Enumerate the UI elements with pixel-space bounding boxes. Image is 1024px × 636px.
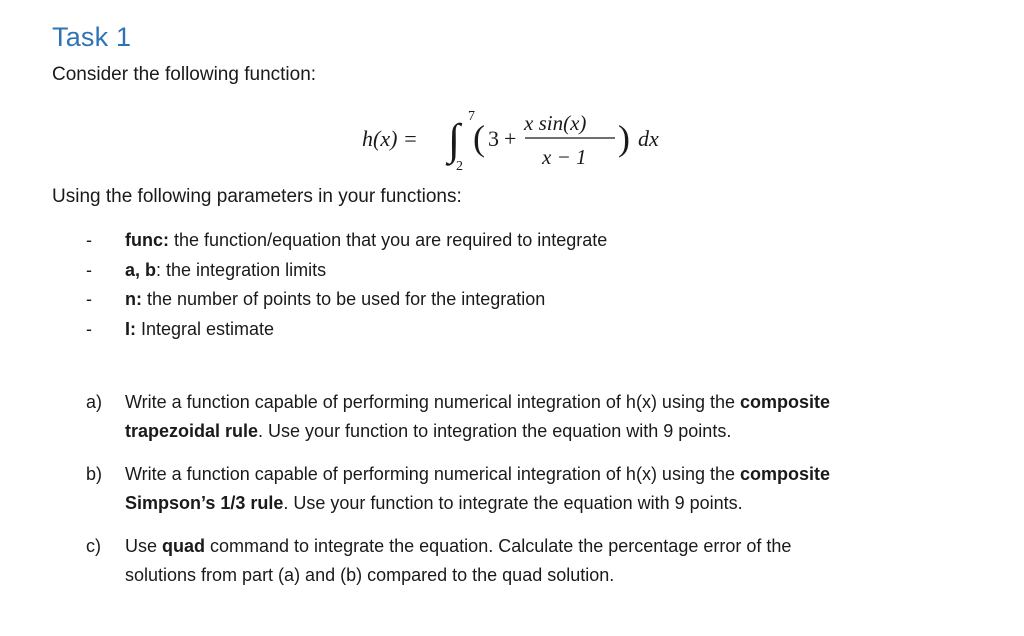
task-bold-text: composite bbox=[740, 464, 831, 484]
task-text: . Use your function to integration the equation with 9 points. bbox=[258, 421, 732, 441]
task-text: Write a function capable of performing numerical integration of h(x) using the bbox=[125, 464, 740, 484]
param-description: the number of points to be used for the integration bbox=[142, 289, 546, 309]
fraction-denominator: x − 1 bbox=[542, 145, 587, 169]
param-description: : the integration limits bbox=[156, 259, 327, 280]
bullet-dash: - bbox=[86, 230, 92, 250]
upper-limit: 7 bbox=[468, 109, 475, 124]
constant-term: 3 bbox=[488, 126, 499, 151]
differential: dx bbox=[638, 126, 659, 151]
task-item-c bbox=[86, 532, 830, 590]
params-intro-text: Using the following parameters in your functions: bbox=[52, 186, 462, 207]
bullet-dash: - bbox=[86, 289, 92, 309]
task-text: Write a function capable of performing numerical integration of h(x) using the bbox=[125, 392, 740, 412]
task-list bbox=[86, 388, 830, 604]
param-term: a, b bbox=[125, 259, 157, 280]
param-description: the function/equation that you are required to integrate bbox=[169, 230, 608, 250]
task-text: solutions from part (a) and (b) compared to the quad solution. bbox=[125, 565, 615, 585]
plus-sign: + bbox=[504, 126, 517, 151]
close-paren: ) bbox=[618, 118, 630, 158]
task-letter: b) bbox=[86, 464, 103, 484]
task-text: . Use your function to integrate the equation with 9 points. bbox=[283, 493, 743, 513]
task-bold-text: trapezoidal rule bbox=[125, 421, 259, 441]
equation-lhs: h(x) = bbox=[362, 126, 418, 151]
task-bold-text: quad bbox=[162, 536, 206, 556]
task-text: command to integrate the equation. Calculate the percentage error of the bbox=[205, 536, 792, 556]
task-bold-text: composite bbox=[740, 392, 831, 412]
task-bold-text: Simpson’s 1/3 rule bbox=[125, 493, 284, 513]
intro-text: Consider the following function: bbox=[52, 64, 317, 85]
param-term: n: bbox=[125, 289, 142, 309]
integral-equation bbox=[360, 100, 700, 180]
task-item-a bbox=[86, 388, 830, 446]
bullet-dash: - bbox=[86, 318, 92, 339]
open-paren: ( bbox=[473, 118, 485, 158]
param-term: I: bbox=[125, 318, 136, 339]
param-term: func: bbox=[125, 230, 169, 250]
lower-limit: 2 bbox=[456, 159, 463, 174]
task-item-b bbox=[86, 460, 830, 518]
fraction-numerator: x sin(x) bbox=[524, 111, 587, 135]
task-text: Use bbox=[125, 536, 163, 556]
task-letter: c) bbox=[86, 536, 101, 556]
param-description: Integral estimate bbox=[136, 318, 275, 339]
task-letter: a) bbox=[86, 392, 103, 412]
task-title: Task 1 bbox=[52, 22, 132, 52]
bullet-dash: - bbox=[86, 259, 92, 280]
integral-sign: ∫ bbox=[448, 115, 461, 164]
